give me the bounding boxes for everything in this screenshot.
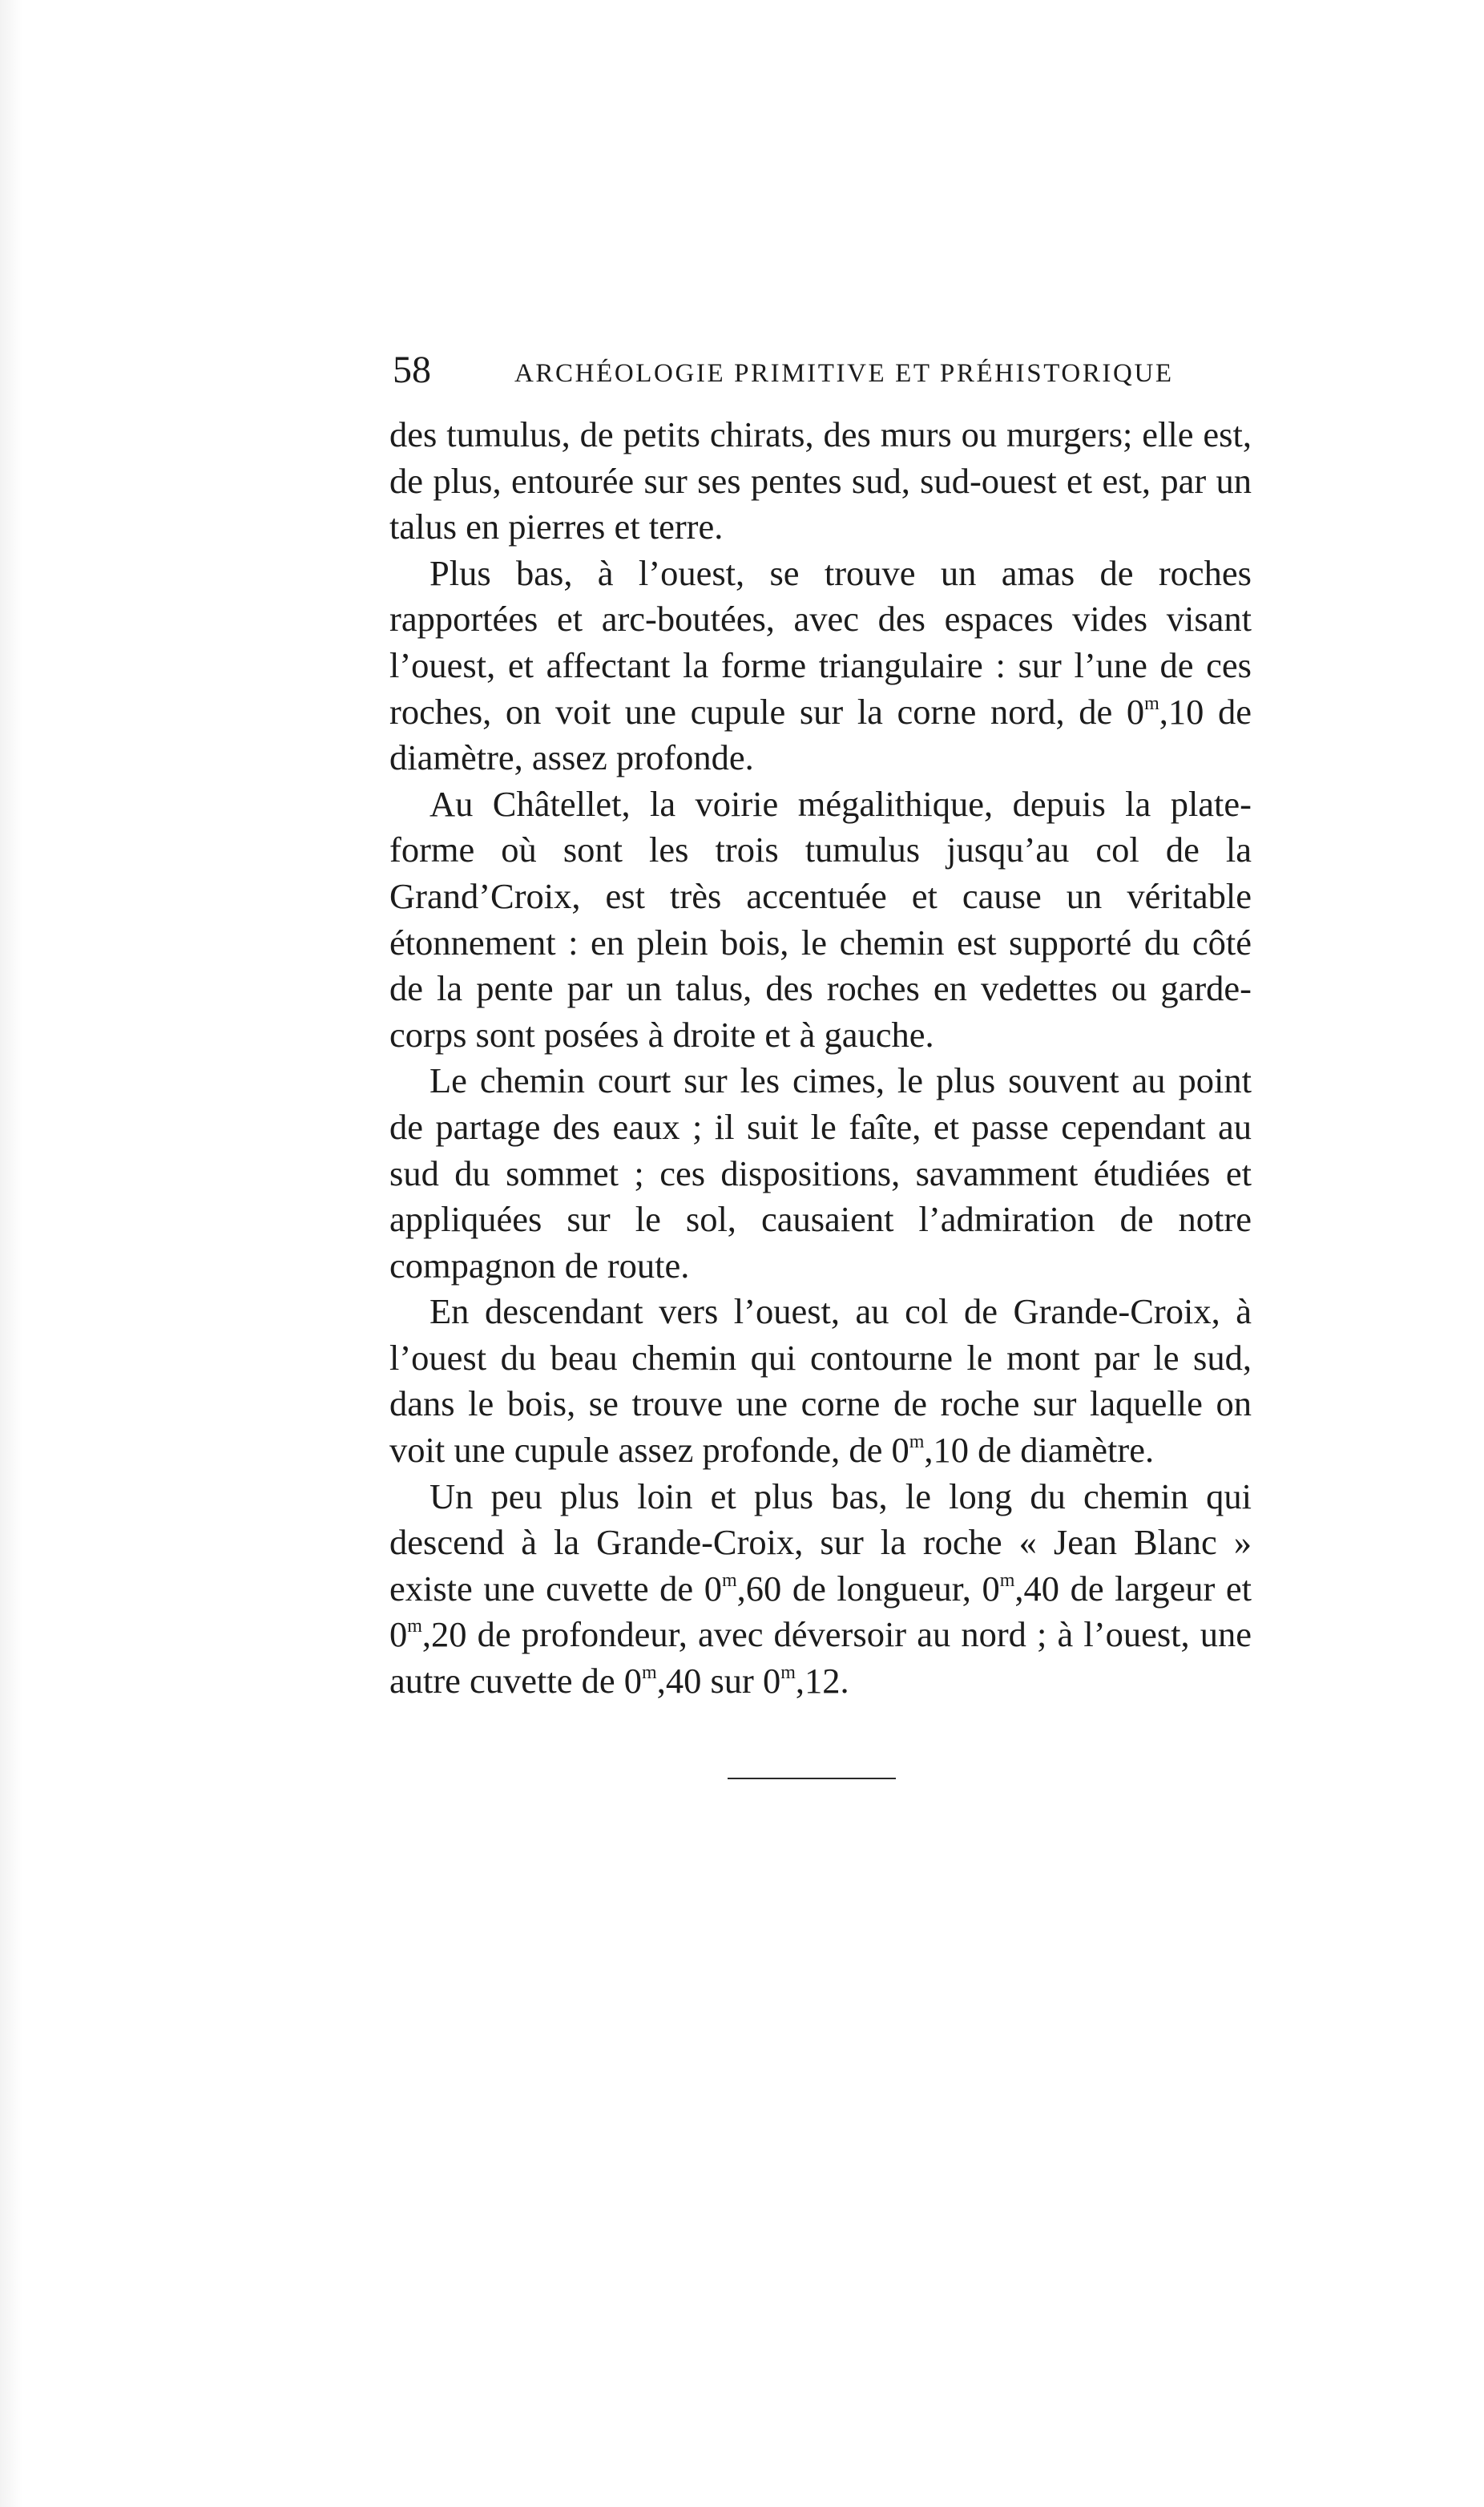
paragraph bbox=[389, 1289, 1252, 1473]
paragraph bbox=[389, 412, 1252, 551]
unit-superscript: m bbox=[642, 1662, 657, 1684]
paragraph-text: des tumulus, de petits chirats, des murs ou murgers; elle est, de plus, entourée sur ses pentes sud, sud-ouest et est, par un talus en pierres et terre. bbox=[389, 414, 1252, 547]
body-text bbox=[389, 412, 1252, 1705]
scan-edge-shadow bbox=[0, 0, 22, 2507]
paragraph-text: ,20 de profondeur, avec déversoir au nord ; à l’ouest, une autre cuvette de 0 bbox=[389, 1614, 1252, 1702]
paragraph-text: Au Châtellet, la voirie mégalithique, depuis la plate-forme où sont les trois tumulus jusqu’au col de la Grand’Croix, est très accentuée et cause un véritable étonnement : en plein bois, le chemin est supporté du côté de la pente par un talus, des roches en vedettes ou garde-corps sont posées à droite et à gauche. bbox=[389, 783, 1252, 1055]
paragraph-text: ,40 de largeur et 0 bbox=[389, 1568, 1252, 1655]
page-number: 58 bbox=[393, 349, 431, 391]
paragraph-text: ,12. bbox=[795, 1661, 849, 1702]
paragraph-text: ,10 de diamètre, assez profonde. bbox=[389, 691, 1252, 778]
unit-superscript: m bbox=[1144, 692, 1159, 714]
paragraph-text: ,60 de longueur, 0 bbox=[736, 1568, 1000, 1609]
paragraph-text: Le chemin court sur les cimes, le plus souvent au point de partage des eaux ; il suit le faîte, et passe cependant au sud du sommet ; ces dispositions, savamment étudiées et appliquées sur le sol, causaient l’admiration de notre compagnon de route. bbox=[389, 1060, 1252, 1286]
paragraph-text: En descendant vers l’ouest, au col de Grande-Croix, à l’ouest du beau chemin qui contourne le mont par le sud, dans le bois, se trouve une corne de roche sur laquelle on voit une cupule assez profonde, de 0 bbox=[389, 1291, 1252, 1471]
unit-superscript: m bbox=[407, 1616, 422, 1637]
page-header bbox=[393, 343, 1250, 399]
paragraph bbox=[389, 551, 1252, 781]
paragraph-text: Un peu plus loin et plus bas, le long du chemin qui descend à la Grande-Croix, sur la roche « Jean Blanc » existe une cuvette de 0 bbox=[389, 1476, 1252, 1609]
paragraph-text: ,40 sur 0 bbox=[656, 1661, 781, 1702]
unit-superscript: m bbox=[780, 1662, 796, 1684]
paragraph bbox=[389, 1474, 1252, 1705]
paragraph-text: Plus bas, à l’ouest, se trouve un amas de roches rapportées et arc-boutées, avec des espaces vides visant l’ouest, et affectant la forme triangulaire : sur l’une de ces roches, on voit une cupule sur la corne nord, de 0 bbox=[389, 552, 1252, 732]
paragraph-text: ,10 de diamètre. bbox=[924, 1430, 1155, 1471]
running-title: ARCHÉOLOGIE PRIMITIVE ET PRÉHISTORIQUE bbox=[514, 359, 1174, 388]
end-rule bbox=[728, 1778, 896, 1779]
unit-superscript: m bbox=[722, 1569, 737, 1591]
unit-superscript: m bbox=[999, 1569, 1015, 1591]
unit-superscript: m bbox=[909, 1431, 925, 1453]
paragraph bbox=[389, 781, 1252, 1059]
paragraph bbox=[389, 1058, 1252, 1289]
